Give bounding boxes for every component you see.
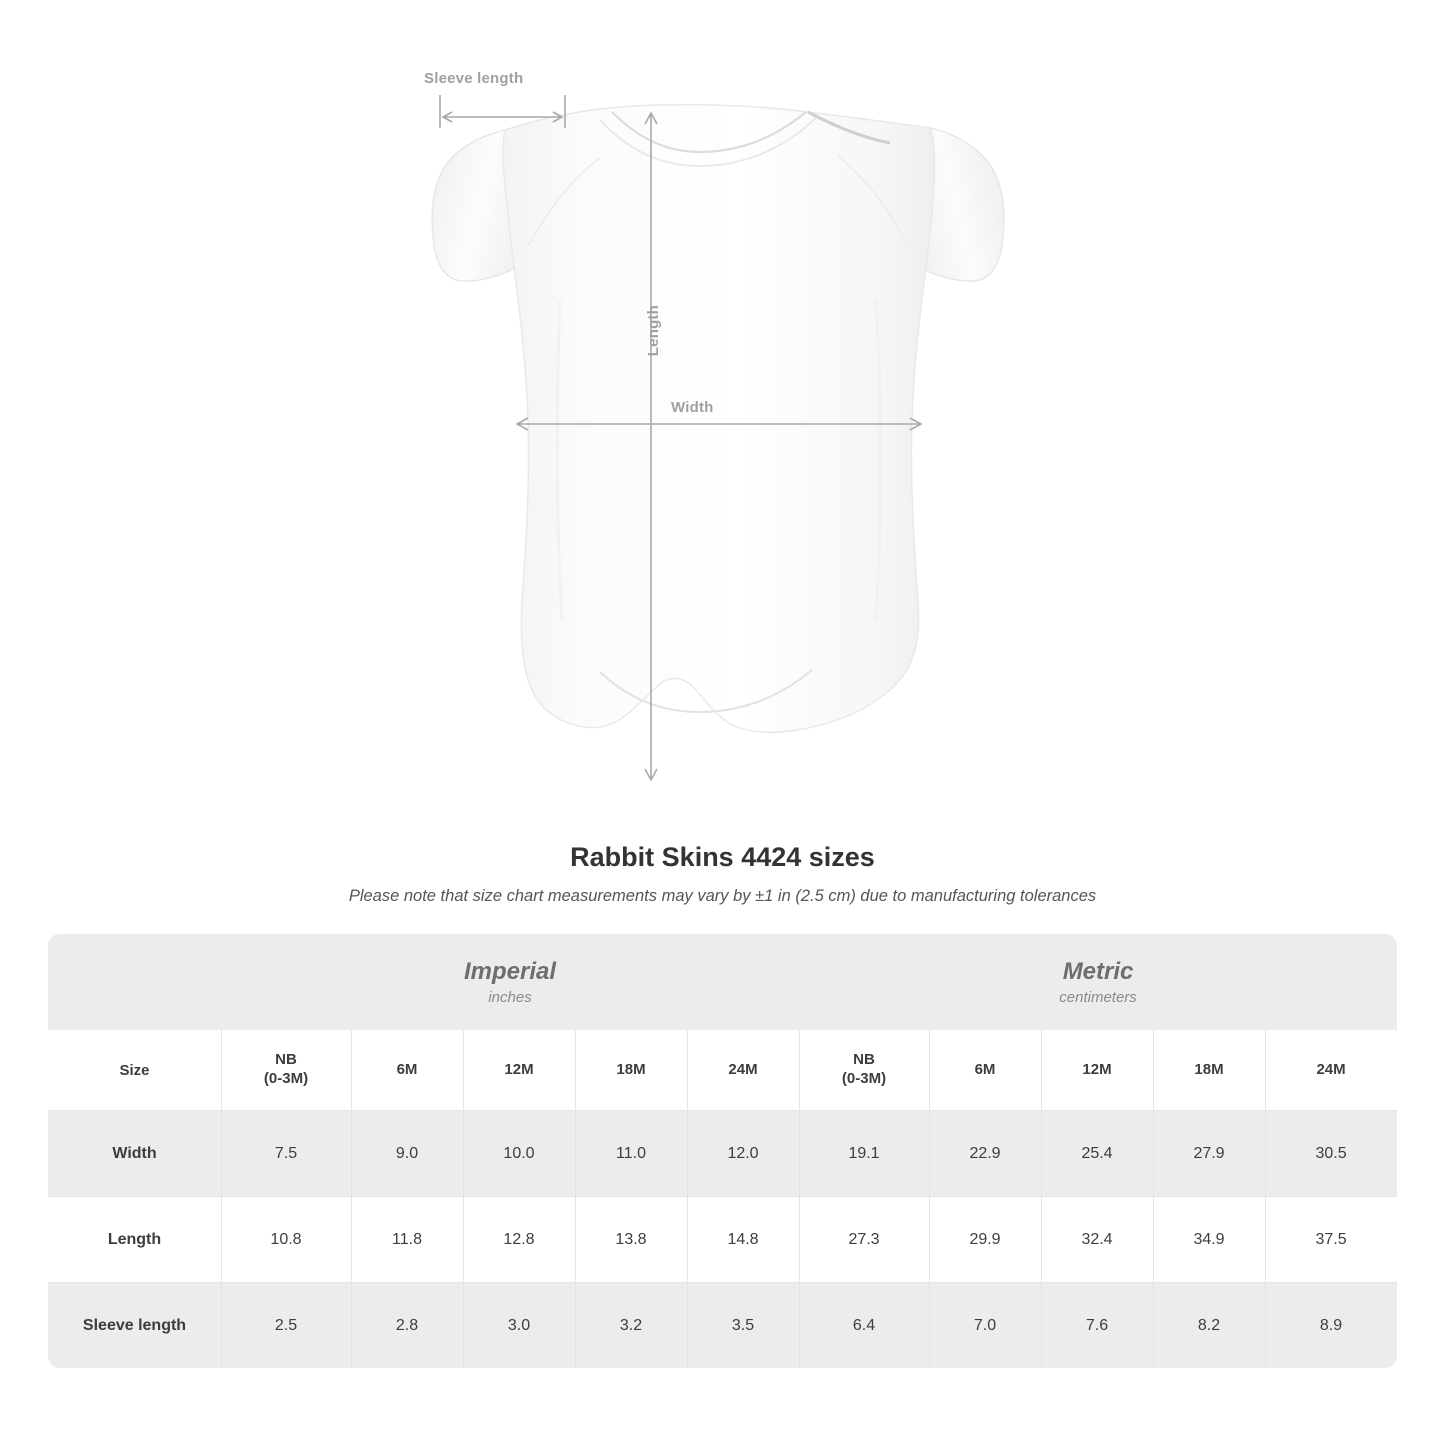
size-chart-table-wrapper: [48, 934, 1397, 1368]
title-block: [0, 842, 1445, 906]
header-col-7-main: 12M: [1082, 1060, 1112, 1078]
unit-header-metric: [799, 934, 1397, 1030]
cell-sleeve-7: 7.6: [1041, 1283, 1153, 1368]
size-chart-table: [48, 934, 1397, 1368]
cell-length-1: 11.8: [351, 1197, 463, 1283]
cell-width-2: 10.0: [463, 1111, 575, 1197]
unit-imperial-name: Imperial: [463, 957, 557, 985]
header-col-1-main: 6M: [396, 1060, 418, 1078]
cell-width-0: 7.5: [221, 1111, 351, 1197]
unit-header-empty: [48, 934, 221, 1030]
table-row: [48, 1197, 1397, 1283]
cell-sleeve-5: 6.4: [799, 1283, 929, 1368]
cell-length-0: 10.8: [221, 1197, 351, 1283]
cell-sleeve-4: 3.5: [687, 1283, 799, 1368]
unit-header-imperial: [221, 934, 799, 1030]
page-title: Rabbit Skins 4424 sizes: [570, 842, 875, 872]
header-col-7: [1041, 1030, 1153, 1111]
header-col-0-sub: (0-3M): [263, 1070, 309, 1087]
length-label: Length: [645, 305, 662, 357]
unit-metric-name: Metric: [1062, 957, 1134, 985]
size-header-row: [48, 1030, 1397, 1111]
header-col-4-main: 24M: [728, 1060, 758, 1078]
measurement-note: Please note that size chart measurements may vary by ±1 in (2.5 cm) due to manufacturing tolerances: [348, 887, 1097, 905]
cell-length-4: 14.8: [687, 1197, 799, 1283]
cell-length-3: 13.8: [575, 1197, 687, 1283]
header-col-2-main: 12M: [504, 1060, 534, 1078]
cell-sleeve-2: 3.0: [463, 1283, 575, 1368]
cell-width-8: 27.9: [1153, 1111, 1265, 1197]
header-col-6: [929, 1030, 1041, 1111]
cell-sleeve-1: 2.8: [351, 1283, 463, 1368]
unit-imperial-sub: inches: [488, 989, 532, 1007]
cell-width-6: 22.9: [929, 1111, 1041, 1197]
cell-width-9: 30.5: [1265, 1111, 1397, 1197]
header-col-6-main: 6M: [974, 1060, 996, 1078]
cell-length-9: 37.5: [1265, 1197, 1397, 1283]
header-col-5-main: NB: [853, 1051, 875, 1069]
unit-metric-sub: centimeters: [1059, 989, 1137, 1007]
width-label: Width: [671, 399, 714, 416]
header-col-5-sub: (0-3M): [841, 1070, 887, 1087]
header-col-2: [463, 1030, 575, 1111]
cell-length-5: 27.3: [799, 1197, 929, 1283]
cell-sleeve-3: 3.2: [575, 1283, 687, 1368]
header-col-8: [1153, 1030, 1265, 1111]
row-label-width: Width: [48, 1111, 221, 1197]
cell-sleeve-8: 8.2: [1153, 1283, 1265, 1368]
cell-sleeve-6: 7.0: [929, 1283, 1041, 1368]
row-label-length: Length: [48, 1197, 221, 1283]
cell-sleeve-0: 2.5: [221, 1283, 351, 1368]
cell-width-7: 25.4: [1041, 1111, 1153, 1197]
header-col-9-main: 24M: [1316, 1060, 1346, 1078]
cell-sleeve-9: 8.9: [1265, 1283, 1397, 1368]
sleeve-length-label: Sleeve length: [424, 70, 524, 87]
bodysuit-body: [503, 105, 934, 733]
cell-length-8: 34.9: [1153, 1197, 1265, 1283]
header-col-8-main: 18M: [1194, 1060, 1224, 1078]
header-col-9: [1265, 1030, 1397, 1111]
header-col-0-main: NB: [275, 1051, 297, 1069]
cell-width-3: 11.0: [575, 1111, 687, 1197]
unit-header-row: [48, 934, 1397, 1030]
header-col-3-main: 18M: [616, 1060, 646, 1078]
header-col-1: [351, 1030, 463, 1111]
cell-length-7: 32.4: [1041, 1197, 1153, 1283]
header-col-3: [575, 1030, 687, 1111]
cell-width-1: 9.0: [351, 1111, 463, 1197]
cell-length-2: 12.8: [463, 1197, 575, 1283]
table-row: [48, 1111, 1397, 1197]
table-row: [48, 1283, 1397, 1368]
header-col-5: [799, 1030, 929, 1111]
row-label-sleeve-length: Sleeve length: [48, 1283, 221, 1368]
cell-width-5: 19.1: [799, 1111, 929, 1197]
header-col-4: [687, 1030, 799, 1111]
header-size-label: Size: [48, 1030, 221, 1111]
cell-width-4: 12.0: [687, 1111, 799, 1197]
header-col-0: [221, 1030, 351, 1111]
cell-length-6: 29.9: [929, 1197, 1041, 1283]
